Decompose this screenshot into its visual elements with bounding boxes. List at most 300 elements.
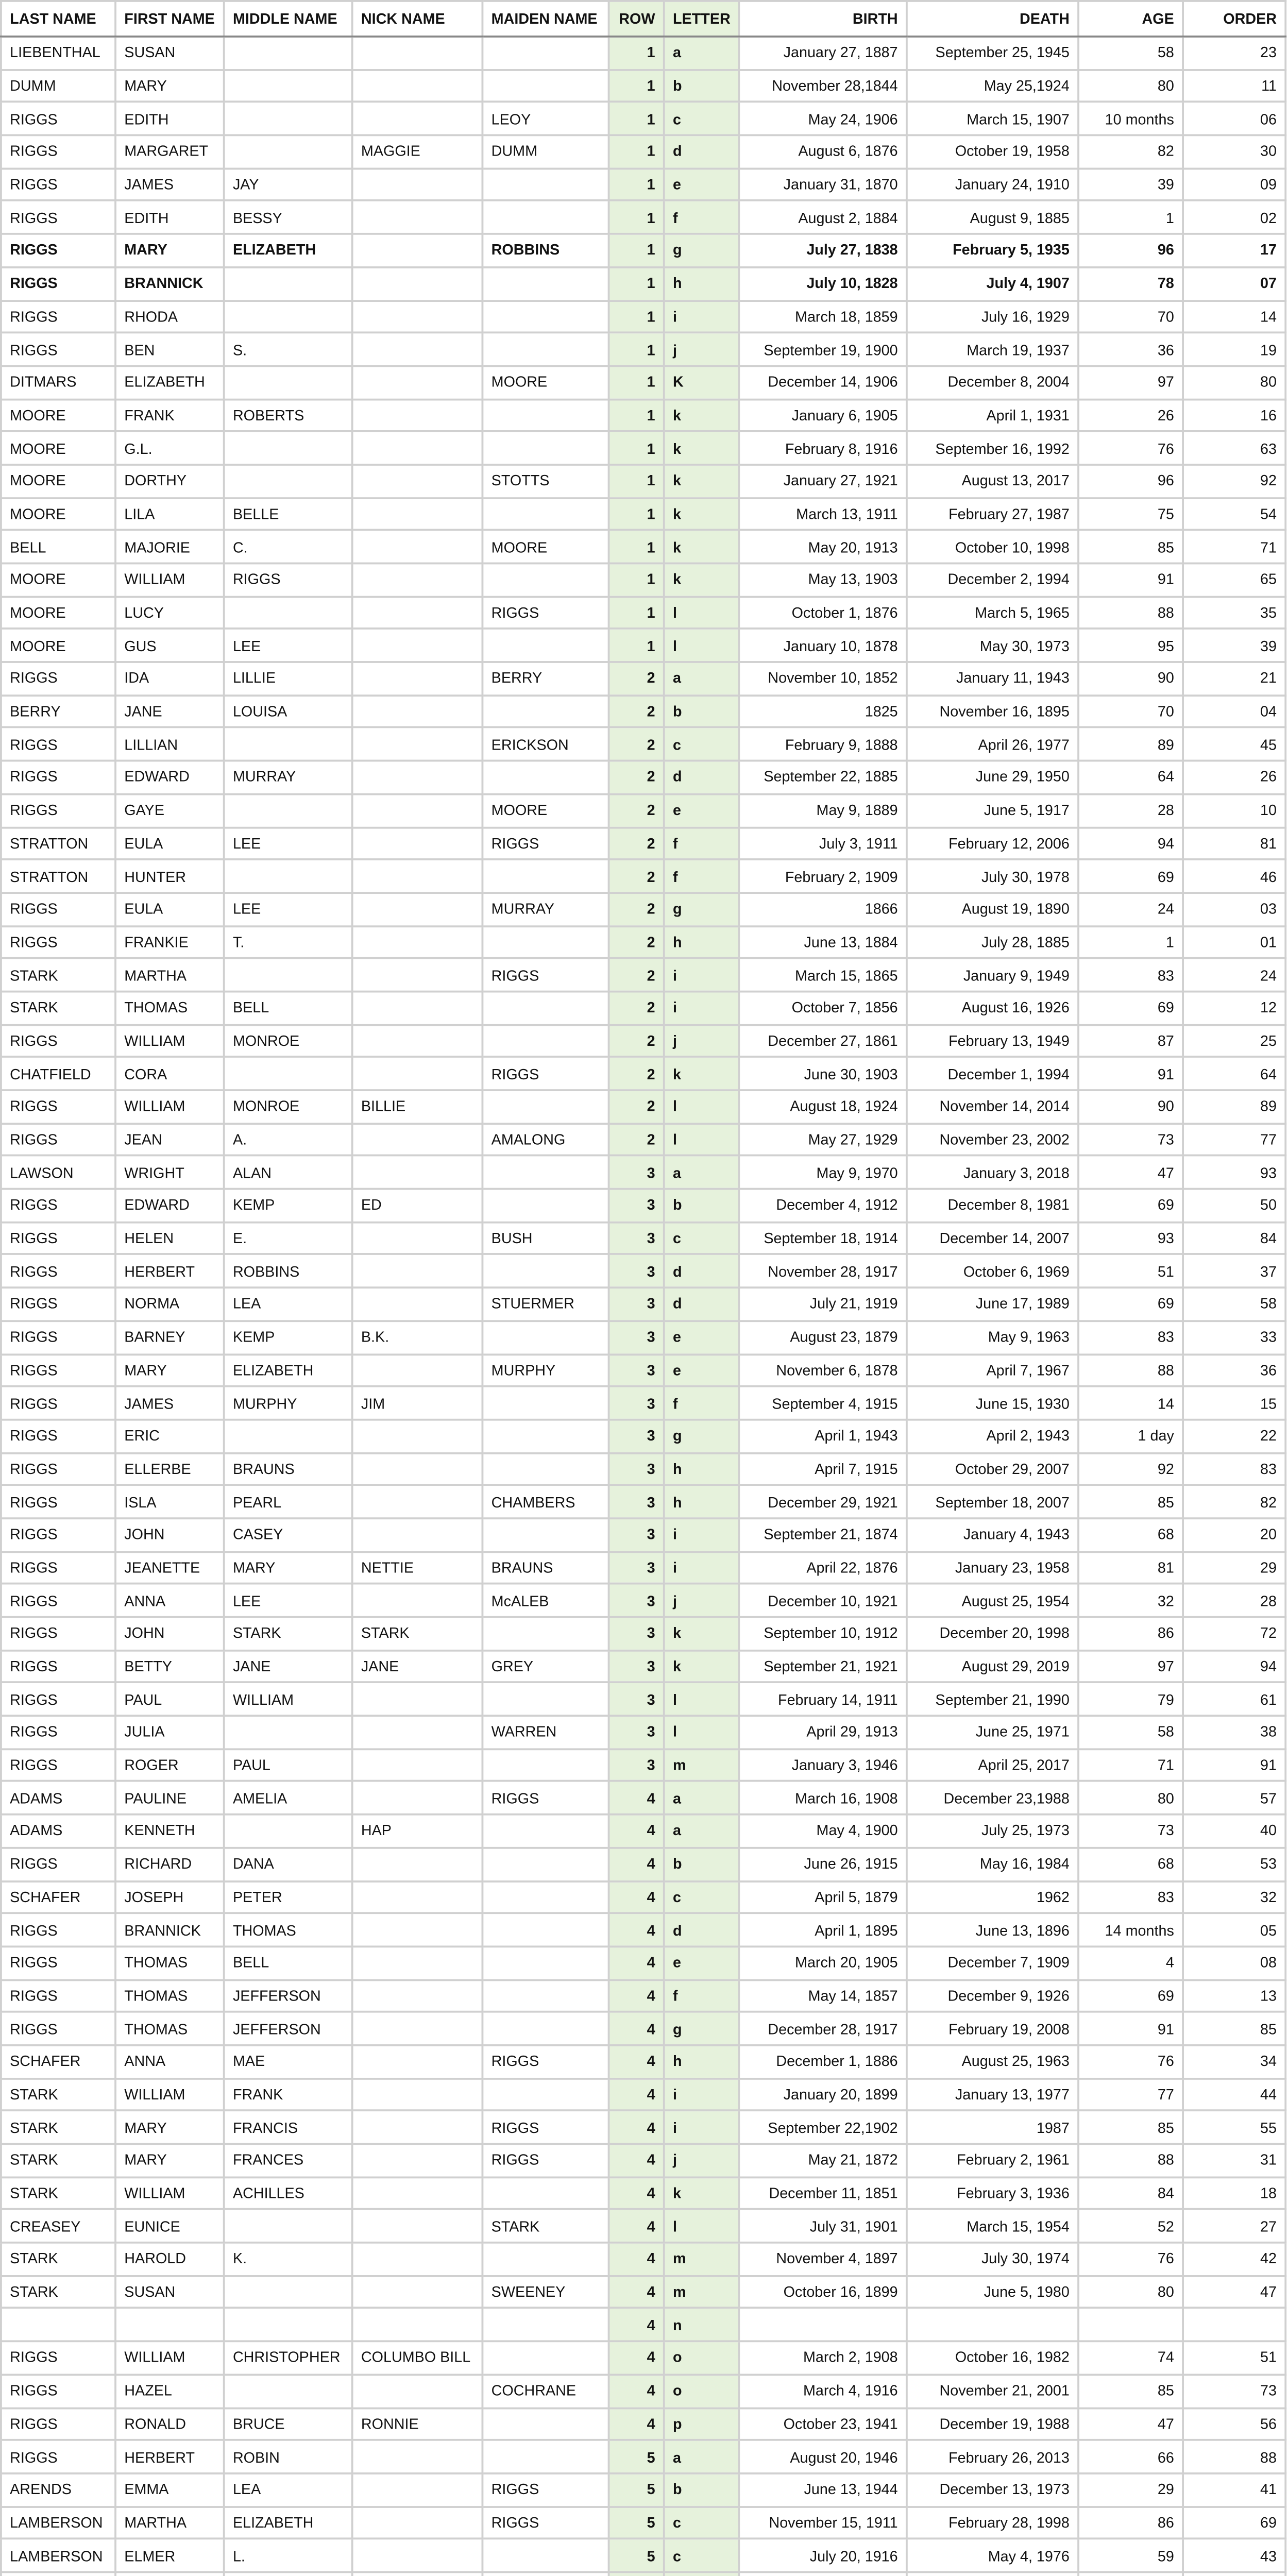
first-name-cell[interactable]: HERBERT <box>115 2441 224 2473</box>
nick-name-cell[interactable]: STARK <box>352 1617 483 1650</box>
maiden-name-cell[interactable]: MURRAY <box>482 893 608 926</box>
middle-name-cell[interactable] <box>224 2309 352 2342</box>
maiden-name-cell[interactable] <box>482 1880 608 1913</box>
row-cell[interactable]: 2 <box>609 893 664 926</box>
letter-cell[interactable]: g <box>664 2012 739 2045</box>
birth-cell[interactable]: August 20, 1946 <box>739 2441 907 2473</box>
order-cell[interactable]: 88 <box>1183 2441 1285 2473</box>
letter-cell[interactable]: a <box>664 1815 739 1848</box>
letter-cell[interactable]: l <box>664 2210 739 2243</box>
row-cell[interactable]: 2 <box>609 1090 664 1123</box>
letter-cell[interactable]: g <box>664 1419 739 1452</box>
last-name-cell[interactable]: RIGGS <box>1 168 115 201</box>
order-cell[interactable]: 80 <box>1183 366 1285 399</box>
nick-name-cell[interactable] <box>352 958 483 991</box>
last-name-cell[interactable]: RIGGS <box>1 893 115 926</box>
maiden-name-cell[interactable]: RIGGS <box>482 2111 608 2144</box>
first-name-cell[interactable] <box>115 2572 224 2576</box>
birth-cell[interactable]: March 15, 1865 <box>739 958 907 991</box>
letter-cell[interactable]: e <box>664 1353 739 1386</box>
maiden-name-cell[interactable] <box>482 300 608 333</box>
row-cell[interactable]: 4 <box>609 2078 664 2111</box>
birth-cell[interactable]: June 13, 1944 <box>739 2473 907 2506</box>
last-name-cell[interactable]: RIGGS <box>1 234 115 267</box>
maiden-name-cell[interactable]: BUSH <box>482 1222 608 1255</box>
birth-cell[interactable]: September 21, 1874 <box>739 1518 907 1551</box>
nick-name-cell[interactable] <box>352 1452 483 1485</box>
letter-cell[interactable]: n <box>664 2309 739 2342</box>
first-name-cell[interactable]: WILLIAM <box>115 2078 224 2111</box>
letter-cell[interactable]: h <box>664 1452 739 1485</box>
birth-cell[interactable]: November 10, 1852 <box>739 662 907 695</box>
nick-name-cell[interactable]: NETTIE <box>352 1551 483 1584</box>
last-name-cell[interactable]: RIGGS <box>1 1288 115 1321</box>
header-death[interactable]: DEATH <box>907 1 1078 37</box>
maiden-name-cell[interactable]: LEOY <box>482 103 608 135</box>
age-cell[interactable]: 83 <box>1078 958 1183 991</box>
middle-name-cell[interactable]: E. <box>224 1222 352 1255</box>
birth-cell[interactable]: September 18, 1914 <box>739 1222 907 1255</box>
birth-cell[interactable]: May 24, 1906 <box>739 103 907 135</box>
age-cell[interactable]: 80 <box>1078 2276 1183 2309</box>
middle-name-cell[interactable] <box>224 958 352 991</box>
death-cell[interactable]: January 11, 1943 <box>907 662 1078 695</box>
last-name-cell[interactable]: CHATFIELD <box>1 1057 115 1090</box>
letter-cell[interactable]: f <box>664 1386 739 1419</box>
row-cell[interactable]: 5 <box>609 2539 664 2572</box>
age-cell[interactable]: 81 <box>1078 1551 1183 1584</box>
death-cell[interactable]: May 9, 1963 <box>907 1320 1078 1353</box>
letter-cell[interactable]: b <box>664 1189 739 1222</box>
row-cell[interactable]: 1 <box>609 168 664 201</box>
maiden-name-cell[interactable]: MOORE <box>482 794 608 827</box>
order-cell[interactable]: 81 <box>1183 827 1285 860</box>
nick-name-cell[interactable] <box>352 991 483 1024</box>
maiden-name-cell[interactable] <box>482 432 608 465</box>
nick-name-cell[interactable] <box>352 399 483 432</box>
death-cell[interactable]: January 24, 1910 <box>907 168 1078 201</box>
age-cell[interactable]: 52 <box>1078 2210 1183 2243</box>
age-cell[interactable]: 28 <box>1078 794 1183 827</box>
nick-name-cell[interactable] <box>352 629 483 662</box>
row-cell[interactable]: 1 <box>609 498 664 531</box>
middle-name-cell[interactable] <box>224 794 352 827</box>
maiden-name-cell[interactable]: MURPHY <box>482 1353 608 1386</box>
maiden-name-cell[interactable] <box>482 1617 608 1650</box>
nick-name-cell[interactable] <box>352 70 483 103</box>
letter-cell[interactable]: d <box>664 1255 739 1288</box>
first-name-cell[interactable]: ISLA <box>115 1485 224 1518</box>
maiden-name-cell[interactable]: GREY <box>482 1650 608 1683</box>
last-name-cell[interactable]: RIGGS <box>1 1749 115 1782</box>
maiden-name-cell[interactable] <box>482 1518 608 1551</box>
header-age[interactable]: AGE <box>1078 1 1183 37</box>
letter-cell[interactable]: j <box>664 1024 739 1057</box>
age-cell[interactable]: 14 months <box>1078 1913 1183 1946</box>
row-cell[interactable]: 5 <box>609 2506 664 2539</box>
order-cell[interactable]: 89 <box>1183 1090 1285 1123</box>
row-cell[interactable]: 1 <box>609 135 664 168</box>
birth-cell[interactable]: December 14, 1906 <box>739 366 907 399</box>
first-name-cell[interactable]: MARTHA <box>115 2506 224 2539</box>
death-cell[interactable]: November 21, 2001 <box>907 2375 1078 2408</box>
first-name-cell[interactable]: MAJORIE <box>115 531 224 564</box>
death-cell[interactable]: August 25, 1954 <box>907 1584 1078 1617</box>
death-cell[interactable]: November 14, 2014 <box>907 1090 1078 1123</box>
row-cell[interactable]: 4 <box>609 2375 664 2408</box>
middle-name-cell[interactable]: PAUL <box>224 1749 352 1782</box>
order-cell[interactable] <box>1183 2572 1285 2576</box>
death-cell[interactable]: December 19, 1988 <box>907 2408 1078 2441</box>
birth-cell[interactable]: March 2, 1908 <box>739 2342 907 2375</box>
last-name-cell[interactable]: RIGGS <box>1 1419 115 1452</box>
birth-cell[interactable]: December 4, 1912 <box>739 1189 907 1222</box>
last-name-cell[interactable]: RIGGS <box>1 201 115 234</box>
middle-name-cell[interactable]: A. <box>224 1123 352 1156</box>
age-cell[interactable] <box>1078 2572 1183 2576</box>
middle-name-cell[interactable]: LEE <box>224 629 352 662</box>
death-cell[interactable]: February 13, 1949 <box>907 1024 1078 1057</box>
nick-name-cell[interactable] <box>352 1353 483 1386</box>
nick-name-cell[interactable] <box>352 761 483 794</box>
last-name-cell[interactable]: BELL <box>1 531 115 564</box>
row-cell[interactable]: 4 <box>609 2243 664 2276</box>
nick-name-cell[interactable] <box>352 860 483 893</box>
middle-name-cell[interactable] <box>224 37 352 70</box>
row-cell[interactable]: 1 <box>609 70 664 103</box>
first-name-cell[interactable]: ANNA <box>115 1584 224 1617</box>
order-cell[interactable]: 94 <box>1183 1650 1285 1683</box>
nick-name-cell[interactable] <box>352 2572 483 2576</box>
letter-cell[interactable] <box>664 2572 739 2576</box>
maiden-name-cell[interactable] <box>482 1946 608 1979</box>
order-cell[interactable]: 26 <box>1183 761 1285 794</box>
maiden-name-cell[interactable] <box>482 2408 608 2441</box>
letter-cell[interactable]: k <box>664 498 739 531</box>
last-name-cell[interactable]: ADAMS <box>1 1782 115 1815</box>
nick-name-cell[interactable] <box>352 2506 483 2539</box>
first-name-cell[interactable]: PAULINE <box>115 1782 224 1815</box>
death-cell[interactable]: June 25, 1971 <box>907 1716 1078 1749</box>
order-cell[interactable]: 34 <box>1183 2045 1285 2078</box>
last-name-cell[interactable]: RIGGS <box>1 2375 115 2408</box>
letter-cell[interactable]: a <box>664 662 739 695</box>
first-name-cell[interactable]: BARNEY <box>115 1320 224 1353</box>
death-cell[interactable]: July 30, 1974 <box>907 2243 1078 2276</box>
order-cell[interactable]: 22 <box>1183 1419 1285 1452</box>
last-name-cell[interactable]: STRATTON <box>1 860 115 893</box>
letter-cell[interactable]: l <box>664 1090 739 1123</box>
age-cell[interactable]: 69 <box>1078 1288 1183 1321</box>
age-cell[interactable]: 1 day <box>1078 1419 1183 1452</box>
death-cell[interactable]: September 21, 1990 <box>907 1683 1078 1716</box>
maiden-name-cell[interactable] <box>482 1090 608 1123</box>
header-last-name[interactable]: LAST NAME <box>1 1 115 37</box>
first-name-cell[interactable]: JOHN <box>115 1617 224 1650</box>
order-cell[interactable]: 18 <box>1183 2177 1285 2210</box>
letter-cell[interactable]: k <box>664 1650 739 1683</box>
middle-name-cell[interactable]: STARK <box>224 1617 352 1650</box>
middle-name-cell[interactable]: MONROE <box>224 1090 352 1123</box>
middle-name-cell[interactable]: S. <box>224 333 352 366</box>
death-cell[interactable]: June 17, 1989 <box>907 1288 1078 1321</box>
letter-cell[interactable]: e <box>664 1946 739 1979</box>
letter-cell[interactable]: c <box>664 1880 739 1913</box>
death-cell[interactable]: August 13, 2017 <box>907 465 1078 498</box>
birth-cell[interactable]: July 20, 1916 <box>739 2539 907 2572</box>
first-name-cell[interactable]: EULA <box>115 827 224 860</box>
last-name-cell[interactable]: RIGGS <box>1 1386 115 1419</box>
order-cell[interactable]: 43 <box>1183 2539 1285 2572</box>
order-cell[interactable]: 93 <box>1183 1156 1285 1189</box>
birth-cell[interactable]: February 2, 1909 <box>739 860 907 893</box>
death-cell[interactable]: January 4, 1943 <box>907 1518 1078 1551</box>
letter-cell[interactable]: d <box>664 761 739 794</box>
maiden-name-cell[interactable]: BRAUNS <box>482 1551 608 1584</box>
letter-cell[interactable]: k <box>664 465 739 498</box>
last-name-cell[interactable]: RIGGS <box>1 662 115 695</box>
maiden-name-cell[interactable] <box>482 563 608 596</box>
birth-cell[interactable]: July 3, 1911 <box>739 827 907 860</box>
birth-cell[interactable]: May 14, 1857 <box>739 1979 907 2012</box>
age-cell[interactable]: 29 <box>1078 2473 1183 2506</box>
first-name-cell[interactable]: RICHARD <box>115 1848 224 1880</box>
letter-cell[interactable]: k <box>664 432 739 465</box>
age-cell[interactable]: 97 <box>1078 366 1183 399</box>
first-name-cell[interactable]: ROGER <box>115 1749 224 1782</box>
row-cell[interactable]: 3 <box>609 1617 664 1650</box>
birth-cell[interactable]: September 4, 1915 <box>739 1386 907 1419</box>
last-name-cell[interactable]: RIGGS <box>1 728 115 761</box>
row-cell[interactable]: 3 <box>609 1551 664 1584</box>
birth-cell[interactable]: January 3, 1946 <box>739 1749 907 1782</box>
age-cell[interactable]: 95 <box>1078 629 1183 662</box>
first-name-cell[interactable]: WILLIAM <box>115 563 224 596</box>
age-cell[interactable]: 88 <box>1078 1353 1183 1386</box>
birth-cell[interactable]: August 2, 1884 <box>739 201 907 234</box>
age-cell[interactable]: 71 <box>1078 1749 1183 1782</box>
maiden-name-cell[interactable] <box>482 2441 608 2473</box>
age-cell[interactable]: 24 <box>1078 893 1183 926</box>
last-name-cell[interactable]: DUMM <box>1 70 115 103</box>
first-name-cell[interactable]: JAMES <box>115 168 224 201</box>
letter-cell[interactable]: o <box>664 2375 739 2408</box>
order-cell[interactable]: 33 <box>1183 1320 1285 1353</box>
middle-name-cell[interactable]: LEA <box>224 1288 352 1321</box>
row-cell[interactable]: 1 <box>609 366 664 399</box>
maiden-name-cell[interactable] <box>482 1386 608 1419</box>
letter-cell[interactable]: c <box>664 103 739 135</box>
order-cell[interactable]: 72 <box>1183 1617 1285 1650</box>
last-name-cell[interactable]: STARK <box>1 2177 115 2210</box>
letter-cell[interactable]: l <box>664 629 739 662</box>
row-cell[interactable]: 2 <box>609 728 664 761</box>
letter-cell[interactable]: f <box>664 1979 739 2012</box>
order-cell[interactable]: 19 <box>1183 333 1285 366</box>
maiden-name-cell[interactable] <box>482 2177 608 2210</box>
order-cell[interactable]: 13 <box>1183 1979 1285 2012</box>
row-cell[interactable]: 3 <box>609 1386 664 1419</box>
maiden-name-cell[interactable] <box>482 1815 608 1848</box>
age-cell[interactable]: 66 <box>1078 2441 1183 2473</box>
nick-name-cell[interactable] <box>352 1683 483 1716</box>
maiden-name-cell[interactable] <box>482 1683 608 1716</box>
order-cell[interactable]: 23 <box>1183 37 1285 70</box>
last-name-cell[interactable]: MOORE <box>1 596 115 629</box>
birth-cell[interactable]: December 27, 1861 <box>739 1024 907 1057</box>
nick-name-cell[interactable]: MAGGIE <box>352 135 483 168</box>
maiden-name-cell[interactable]: ROBBINS <box>482 234 608 267</box>
row-cell[interactable]: 4 <box>609 1815 664 1848</box>
order-cell[interactable]: 07 <box>1183 267 1285 300</box>
first-name-cell[interactable]: HAZEL <box>115 2375 224 2408</box>
death-cell[interactable]: March 19, 1937 <box>907 333 1078 366</box>
nick-name-cell[interactable] <box>352 1057 483 1090</box>
maiden-name-cell[interactable]: RIGGS <box>482 827 608 860</box>
first-name-cell[interactable]: FRANK <box>115 399 224 432</box>
maiden-name-cell[interactable] <box>482 1749 608 1782</box>
last-name-cell[interactable]: CREASEY <box>1 2210 115 2243</box>
order-cell[interactable]: 20 <box>1183 1518 1285 1551</box>
middle-name-cell[interactable]: T. <box>224 926 352 959</box>
order-cell[interactable]: 36 <box>1183 1353 1285 1386</box>
nick-name-cell[interactable] <box>352 2309 483 2342</box>
nick-name-cell[interactable] <box>352 2276 483 2309</box>
birth-cell[interactable]: April 29, 1913 <box>739 1716 907 1749</box>
maiden-name-cell[interactable] <box>482 1848 608 1880</box>
letter-cell[interactable]: b <box>664 1848 739 1880</box>
nick-name-cell[interactable] <box>352 2078 483 2111</box>
maiden-name-cell[interactable] <box>482 201 608 234</box>
birth-cell[interactable] <box>739 2572 907 2576</box>
death-cell[interactable]: August 16, 1926 <box>907 991 1078 1024</box>
maiden-name-cell[interactable] <box>482 1024 608 1057</box>
row-cell[interactable]: 4 <box>609 1782 664 1815</box>
row-cell[interactable]: 3 <box>609 1716 664 1749</box>
first-name-cell[interactable]: EDITH <box>115 201 224 234</box>
order-cell[interactable]: 15 <box>1183 1386 1285 1419</box>
birth-cell[interactable]: April 22, 1876 <box>739 1551 907 1584</box>
birth-cell[interactable]: September 21, 1921 <box>739 1650 907 1683</box>
birth-cell[interactable]: 1866 <box>739 893 907 926</box>
nick-name-cell[interactable] <box>352 267 483 300</box>
first-name-cell[interactable]: MARY <box>115 70 224 103</box>
nick-name-cell[interactable] <box>352 1749 483 1782</box>
death-cell[interactable]: February 28, 1998 <box>907 2506 1078 2539</box>
birth-cell[interactable]: May 13, 1903 <box>739 563 907 596</box>
last-name-cell[interactable]: RIGGS <box>1 1222 115 1255</box>
row-cell[interactable]: 1 <box>609 531 664 564</box>
row-cell[interactable]: 3 <box>609 1518 664 1551</box>
middle-name-cell[interactable]: CHRISTOPHER <box>224 2342 352 2375</box>
nick-name-cell[interactable] <box>352 366 483 399</box>
row-cell[interactable]: 4 <box>609 2045 664 2078</box>
nick-name-cell[interactable] <box>352 1979 483 2012</box>
birth-cell[interactable]: July 21, 1919 <box>739 1288 907 1321</box>
birth-cell[interactable]: December 10, 1921 <box>739 1584 907 1617</box>
age-cell[interactable]: 10 months <box>1078 103 1183 135</box>
order-cell[interactable]: 65 <box>1183 563 1285 596</box>
nick-name-cell[interactable] <box>352 1913 483 1946</box>
order-cell[interactable]: 71 <box>1183 531 1285 564</box>
maiden-name-cell[interactable]: CHAMBERS <box>482 1485 608 1518</box>
order-cell[interactable]: 56 <box>1183 2408 1285 2441</box>
row-cell[interactable]: 4 <box>609 2144 664 2177</box>
row-cell[interactable]: 1 <box>609 563 664 596</box>
maiden-name-cell[interactable] <box>482 1189 608 1222</box>
last-name-cell[interactable]: RIGGS <box>1 1452 115 1485</box>
death-cell[interactable]: 1987 <box>907 2111 1078 2144</box>
death-cell[interactable]: February 26, 2013 <box>907 2441 1078 2473</box>
age-cell[interactable]: 47 <box>1078 2408 1183 2441</box>
order-cell[interactable]: 12 <box>1183 991 1285 1024</box>
middle-name-cell[interactable] <box>224 267 352 300</box>
row-cell[interactable]: 1 <box>609 596 664 629</box>
middle-name-cell[interactable] <box>224 596 352 629</box>
middle-name-cell[interactable]: KEMP <box>224 1320 352 1353</box>
middle-name-cell[interactable]: BELL <box>224 1946 352 1979</box>
last-name-cell[interactable] <box>1 2309 115 2342</box>
header-order[interactable]: ORDER <box>1183 1 1285 37</box>
order-cell[interactable]: 37 <box>1183 1255 1285 1288</box>
first-name-cell[interactable]: CORA <box>115 1057 224 1090</box>
birth-cell[interactable]: 1825 <box>739 695 907 728</box>
letter-cell[interactable]: K <box>664 366 739 399</box>
last-name-cell[interactable]: LAWSON <box>1 1156 115 1189</box>
order-cell[interactable]: 05 <box>1183 1913 1285 1946</box>
row-cell[interactable]: 3 <box>609 1288 664 1321</box>
row-cell[interactable]: 2 <box>609 695 664 728</box>
order-cell[interactable]: 46 <box>1183 860 1285 893</box>
last-name-cell[interactable]: MOORE <box>1 629 115 662</box>
first-name-cell[interactable]: WRIGHT <box>115 1156 224 1189</box>
nick-name-cell[interactable] <box>352 465 483 498</box>
letter-cell[interactable]: c <box>664 2506 739 2539</box>
age-cell[interactable]: 85 <box>1078 1485 1183 1518</box>
first-name-cell[interactable]: BETTY <box>115 1650 224 1683</box>
row-cell[interactable]: 4 <box>609 1979 664 2012</box>
first-name-cell[interactable]: DORTHY <box>115 465 224 498</box>
row-cell[interactable]: 4 <box>609 2408 664 2441</box>
nick-name-cell[interactable]: COLUMBO BILL <box>352 2342 483 2375</box>
first-name-cell[interactable]: JOSEPH <box>115 1880 224 1913</box>
birth-cell[interactable]: October 1, 1876 <box>739 596 907 629</box>
age-cell[interactable]: 73 <box>1078 1815 1183 1848</box>
maiden-name-cell[interactable]: STUERMER <box>482 1288 608 1321</box>
death-cell[interactable]: June 5, 1917 <box>907 794 1078 827</box>
nick-name-cell[interactable] <box>352 1419 483 1452</box>
middle-name-cell[interactable]: BRUCE <box>224 2408 352 2441</box>
nick-name-cell[interactable] <box>352 2539 483 2572</box>
middle-name-cell[interactable]: L. <box>224 2539 352 2572</box>
maiden-name-cell[interactable] <box>482 399 608 432</box>
first-name-cell[interactable]: HELEN <box>115 1222 224 1255</box>
middle-name-cell[interactable] <box>224 2375 352 2408</box>
age-cell[interactable]: 68 <box>1078 1518 1183 1551</box>
middle-name-cell[interactable]: ACHILLES <box>224 2177 352 2210</box>
row-cell[interactable]: 2 <box>609 1024 664 1057</box>
first-name-cell[interactable]: LILLIAN <box>115 728 224 761</box>
order-cell[interactable]: 83 <box>1183 1452 1285 1485</box>
first-name-cell[interactable]: FRANKIE <box>115 926 224 959</box>
letter-cell[interactable]: l <box>664 1683 739 1716</box>
last-name-cell[interactable]: SCHAFER <box>1 2045 115 2078</box>
maiden-name-cell[interactable] <box>482 70 608 103</box>
death-cell[interactable]: November 23, 2002 <box>907 1123 1078 1156</box>
order-cell[interactable]: 27 <box>1183 2210 1285 2243</box>
death-cell[interactable]: April 26, 1977 <box>907 728 1078 761</box>
last-name-cell[interactable]: RIGGS <box>1 300 115 333</box>
